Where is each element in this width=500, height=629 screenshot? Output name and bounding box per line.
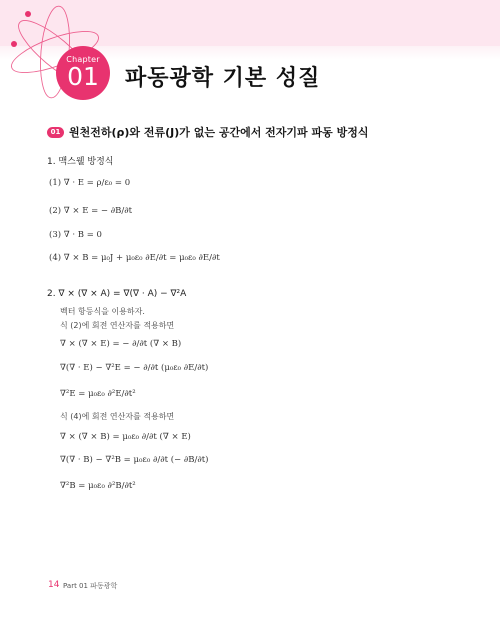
equation-2: (2) ∇ × E = − ∂B/∂t <box>49 206 133 216</box>
equation-a3: ∇²E = μ₀ε₀ ∂²E/∂t² <box>60 389 136 399</box>
part2-line2: 식 (2)에 회전 연산자를 적용하면 <box>60 321 175 330</box>
equation-3: (3) ∇ · B = 0 <box>49 230 102 240</box>
equation-a1: ∇ × (∇ × E) = − ∂/∂t (∇ × B) <box>60 339 182 349</box>
equation-b2: ∇(∇ · B) − ∇²B = μ₀ε₀ ∂/∂t (− ∂B/∂t) <box>60 455 209 465</box>
equation-1: (1) ∇ · E = ρ/ε₀ = 0 <box>49 178 131 188</box>
equation-4: (4) ∇ × B = μ₀J + μ₀ε₀ ∂E/∂t = μ₀ε₀ ∂E/∂t <box>49 253 220 263</box>
section-title: 원천전하(ρ)와 전류(J)가 없는 공간에서 전자기파 파동 방정식 <box>69 126 369 139</box>
part2-line1: 벡터 항등식을 이용하자. <box>60 307 145 316</box>
chapter-badge <box>56 46 110 100</box>
part1-heading: 1. 맥스웰 방정식 <box>47 157 114 167</box>
part2-line3: 식 (4)에 회전 연산자를 적용하면 <box>60 412 175 421</box>
section-badge: 01 <box>47 127 64 138</box>
chapter-label: Chapter <box>66 55 100 64</box>
page-number: 14 <box>48 580 60 590</box>
part2-heading: 2. ∇ × (∇ × A) = ∇(∇ · A) − ∇²A <box>47 289 187 299</box>
footer-text: Part 01 파동광학 <box>63 582 118 590</box>
chapter-title: 파동광학 기본 성질 <box>125 66 321 91</box>
equation-b1: ∇ × (∇ × B) = μ₀ε₀ ∂/∂t (∇ × E) <box>60 432 191 442</box>
equation-b3: ∇²B = μ₀ε₀ ∂²B/∂t² <box>60 481 136 491</box>
chapter-number: 01 <box>67 62 99 91</box>
equation-a2: ∇(∇ · E) − ∇²E = − ∂/∂t (μ₀ε₀ ∂E/∂t) <box>60 363 209 373</box>
